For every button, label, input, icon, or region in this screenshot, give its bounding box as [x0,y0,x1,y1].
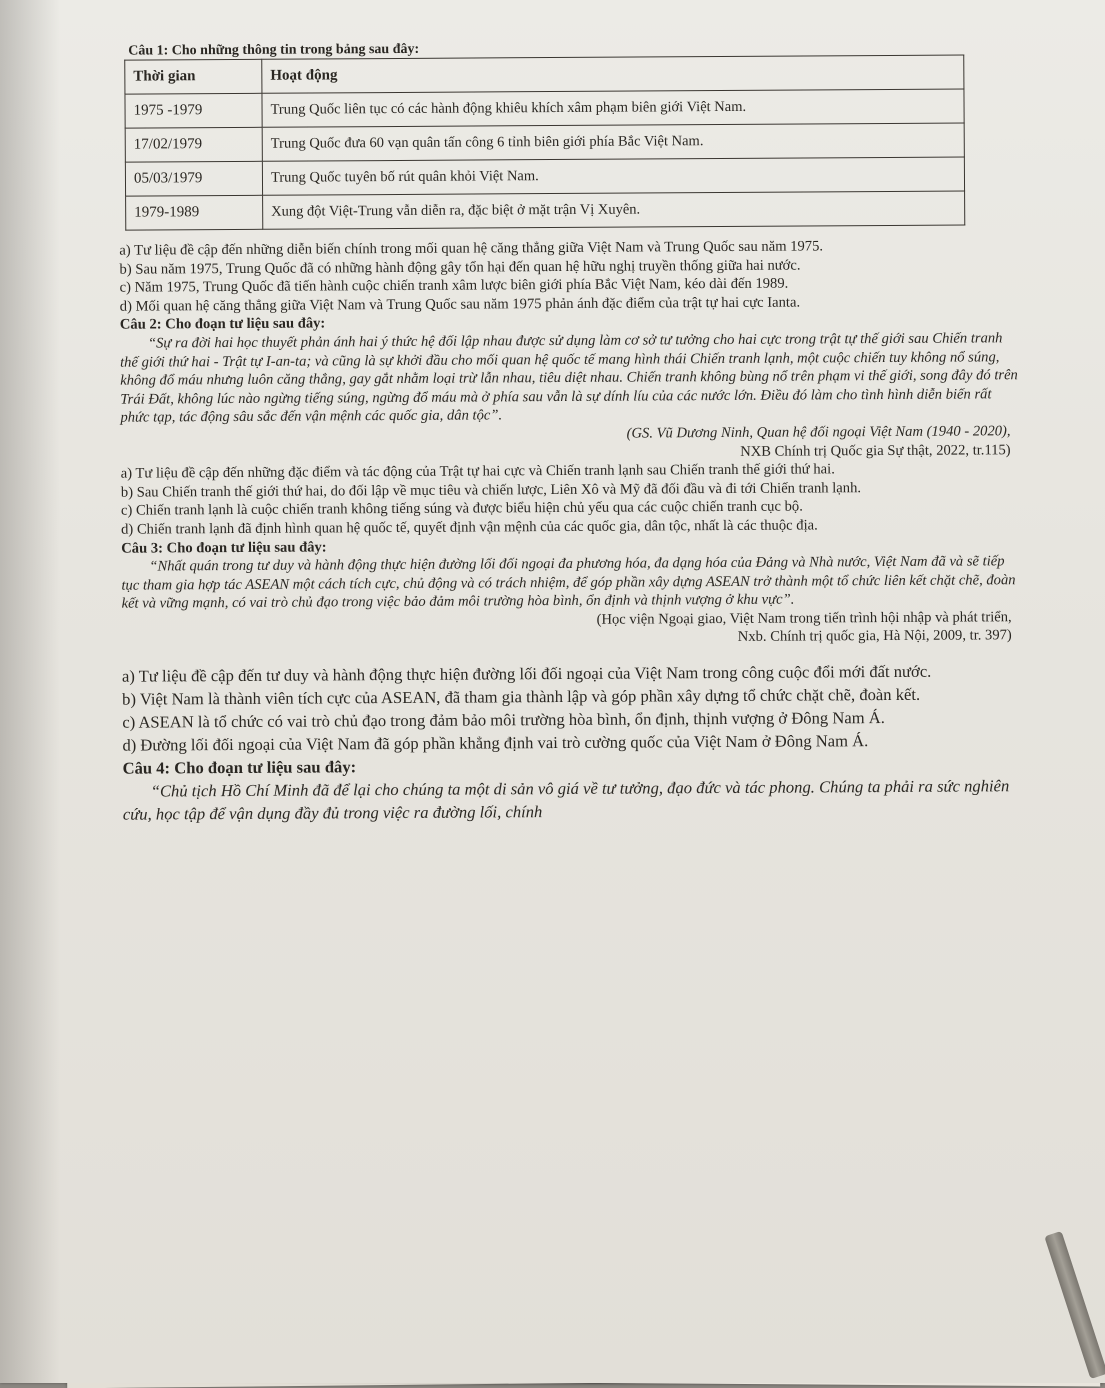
question2-option-a: a) Tư liệu đề cập đến những đặc điểm và tác động của Trật tự hai cực và Chiến tranh lạnh sau Chiến tranh thế giới thứ hai. [120,461,835,482]
pen-shadow [1044,1231,1105,1379]
question2-source-line2: NXB Chính trị Quốc gia Sự thật, 2022, tr.115) [740,441,1011,460]
question2-option-b: b) Sau Chiến tranh thế giới thứ hai, do đối lập về mục tiêu và chiến lược, Liên Xô và Mỹ đã đối đầu và đi tới Chiến tranh lạnh. [120,479,862,501]
question1-option-d: d) Mối quan hệ căng thẳng giữa Việt Nam và Trung Quốc sau năm 1975 phản ánh đặc điểm của trật tự hai cực Ianta. [119,294,801,315]
question2-source-line1: (GS. Vũ Dương Ninh, Quan hệ đối ngoại Việt Nam (1940 - 2020), [626,423,1011,442]
question3-source-line1: (Học viện Ngoại giao, Việt Nam trong tiến trình hội nhập và phát triển, [596,609,1012,628]
table-row [126,191,965,230]
question2-option-c: c) Chiến tranh lạnh là cuộc chiến tranh không tiếng súng và được biểu hiện chủ yếu qua các cuộc chiến tranh cục bộ. [120,498,803,519]
page-shadow [0,0,60,1383]
question3-option-c: c) ASEAN là tổ chức có vai trò chủ đạo trong đảm bảo môi trường hòa bình, ổn định, thịnh vượng ở Đông Nam Á. [122,708,885,732]
question2-quote: “Sự ra đời hai học thuyết phản ánh hai ý thức hệ đối lập nhau được sử dụng làm cơ sở tư tưởng cho hai cực trong trật tự thế giới sau Chiến tranh thế giới thứ hai - Trật tự I-an-ta; và cũng là sự khởi đầu cho mối quan hệ quốc tế mang hình thái Chiến tranh lạnh, một cuộc chiến tuy không nổ súng, không đổ máu nhưng luôn căng thẳng, gay gắt nhằm loại trừ lẫn nhau, tiêu diệt nhau. Chiến tranh không bùng nổ trên phạm vi thế giới, song đây đó trên Trái Đất, không lúc nào ngừng tiếng súng, ngừng đổ máu mà ở phía sau vẫn là sự dính líu của các nước lớn. Điều đó làm cho tình hình diễn biến rất phức tạp, tác động sâu sắc đến vận mệnh các quốc gia, dân tộc”. [120,330,1018,427]
table-row [125,157,964,196]
question4-quote: “Chủ tịch Hồ Chí Minh đã để lại cho chúng ta một di sản vô giá về tư tưởng, đạo đức và tác phong. Chúng ta phải ra sức nghiên cứu, học tập để vận dụng đầy đủ trong việc ra đường lối, chính [122,776,1010,824]
table-cell-time: 1979-1989 [126,195,263,230]
table-header-time: Thời gian [125,59,262,94]
question1-option-b: b) Sau năm 1975, Trung Quốc đã có những hành động gây tổn hại đến quan hệ hữu nghị truyền thống giữa hai nước. [119,257,801,278]
table-row [125,89,964,128]
question2-title: Câu 2: Cho đoạn tư liệu sau đây: [119,315,326,334]
table-cell-activity: Trung Quốc tuyên bố rút quân khỏi Việt Nam. [262,157,964,195]
question4-title: Câu 4: Cho đoạn tư liệu sau đây: [122,757,357,778]
question1-option-c: c) Năm 1975, Trung Quốc đã tiến hành cuộc chiến tranh xâm lược biên giới phía Bắc Việt Nam, kéo dài đến 1989. [119,275,789,296]
table-cell-activity: Trung Quốc đưa 60 vạn quân tấn công 6 tỉnh biên giới phía Bắc Việt Nam. [262,123,964,161]
table-row [125,123,964,162]
question3-option-a: a) Tư liệu đề cập đến tư duy và hành động thực hiện đường lối đối ngoại của Việt Nam trong công cuộc đổi mới đất nước. [121,661,932,686]
table-header-row [125,55,964,94]
table-header-activity: Hoạt động [262,55,964,93]
question3-quote: “Nhất quán trong tư duy và hành động thực hiện đường lối đối ngoại đa phương hóa, đa dạng hóa của Đảng và Nhà nước, Việt Nam đã và sẽ tiếp tục tham gia hợp tác ASEAN một cách tích cực, chủ động và có trách nhiệm, để góp phần xây dựng ASEAN trở thành một tổ chức liên kết chặt chẽ, đoàn kết và vững mạnh, có vai trò chủ đạo trong việc bảo đảm môi trường hòa bình, ổn định và thịnh vượng ở khu vực”. [121,553,1016,612]
table-cell-time: 05/03/1979 [125,161,262,196]
page-content [66,14,1076,824]
question3-option-d: d) Đường lối đối ngoại của Việt Nam đã góp phần khẳng định vai trò cường quốc của Việt Nam ở Đông Nam Á. [122,731,869,755]
table-cell-time: 17/02/1979 [125,127,262,162]
table-cell-activity: Xung đột Việt-Trung vẫn diễn ra, đặc biệt ở mặt trận Vị Xuyên. [263,191,965,229]
question3-source-line2: Nxb. Chính trị quốc gia, Hà Nội, 2009, tr. 397) [737,627,1012,646]
table-cell-activity: Trung Quốc liên tục có các hành động khiêu khích xâm phạm biên giới Việt Nam. [262,89,964,127]
question3-option-b: b) Việt Nam là thành viên tích cực của ASEAN, đã tham gia thành lập và góp phần xây dựng tổ chức chặt chẽ, đoàn kết. [122,684,921,709]
question1-table [124,55,965,231]
questions-body [119,236,1023,826]
question3-title: Câu 3: Cho đoạn tư liệu sau đây: [121,538,327,557]
question1-title: Câu 1: Cho những thông tin trong bảng sau đây: [128,41,420,59]
question2-option-d: d) Chiến tranh lạnh đã định hình quan hệ quốc tế, quyết định vận mệnh của các quốc gia, dân tộc, nhất là các thuộc địa. [121,517,818,538]
question1-option-a: a) Tư liệu đề cập đến những diễn biến chính trong mối quan hệ căng thẳng giữa Việt Nam và Trung Quốc sau năm 1975. [119,238,824,259]
table-cell-time: 1975 -1979 [125,93,262,128]
